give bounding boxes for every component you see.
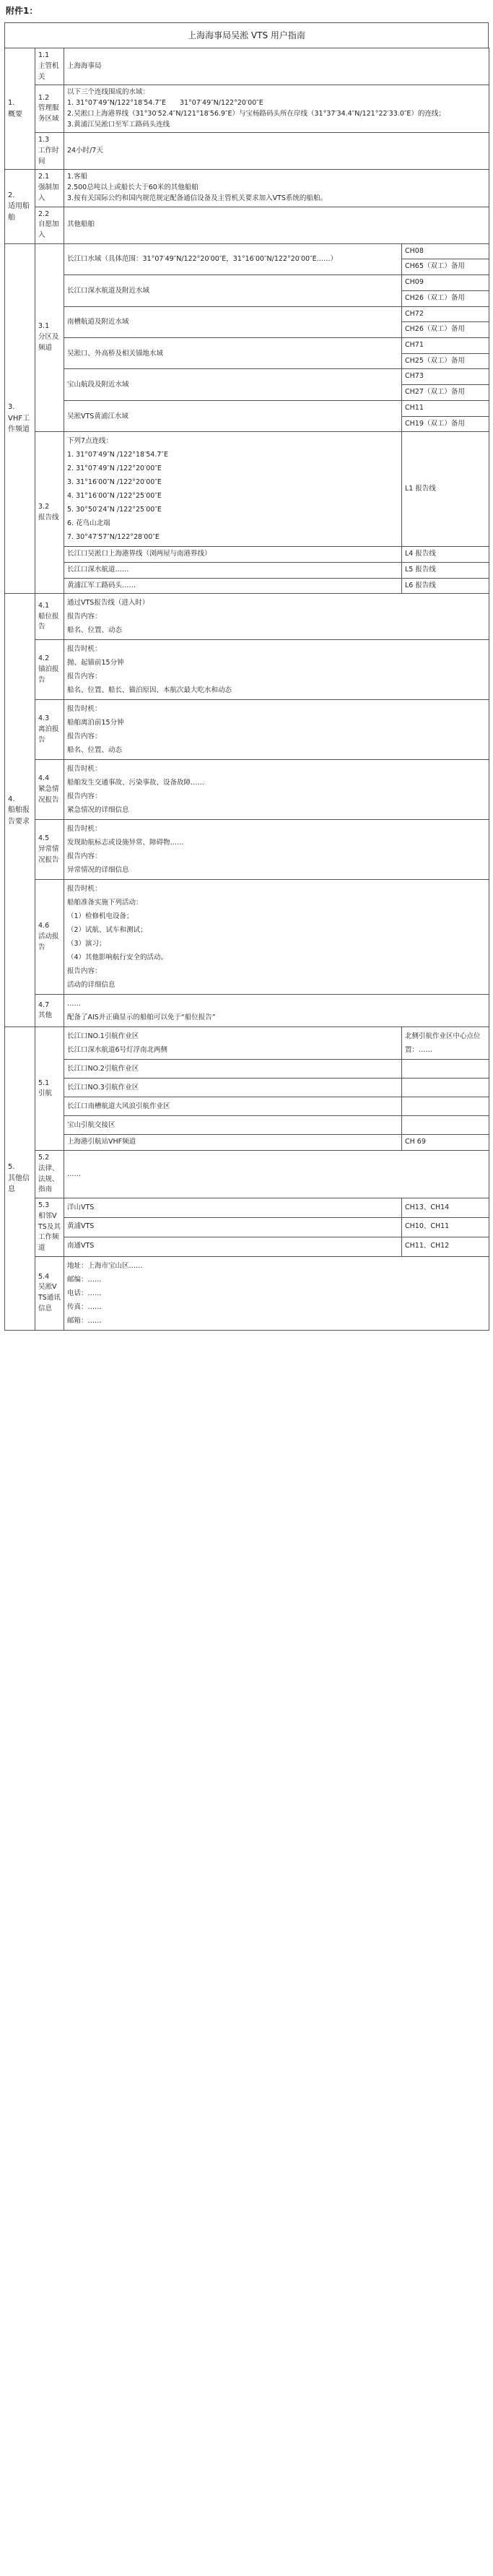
adjacent-vts-name: 南通VTS	[64, 1237, 402, 1256]
zone-channel: CH09	[402, 275, 489, 291]
guide-table	[4, 48, 489, 1330]
zone-channel: CH71	[402, 338, 489, 354]
zone-area: 宝山航段及附近水域	[64, 369, 402, 400]
section-3-title: 3. VHF工作频道	[5, 243, 35, 594]
l1-points: 下列7点连线： 1. 31°07′49″N /122°18′54.7″E 2. 31°07′49″N /122°20′00″E 3. 31°16′00″N /122°20′00″E 4. 31°16′00″N /122°25′00″E 5. 30°50′24″N /122°25′00″E 6. 花鸟山北端 7. 30°47′57″N/122°28′00″E	[64, 432, 402, 547]
table-row	[5, 880, 489, 995]
section-1-title: 1. 概要	[5, 48, 35, 170]
zone-channel: CH11	[402, 400, 489, 416]
table-row	[5, 1060, 489, 1079]
table-row	[5, 306, 489, 322]
zone-area: 南槽航道及附近水域	[64, 306, 402, 337]
zone-area: 吴淞VTS黄浦江水域	[64, 400, 402, 431]
table-row	[5, 1097, 489, 1116]
pilot-area: 长江口NO.1引航作业区 长江口深水航道6号灯浮南北两侧	[64, 1027, 402, 1060]
table-row	[5, 1116, 489, 1135]
table-row	[5, 547, 489, 563]
row-1-3-label: 1.3 工作时间	[35, 133, 64, 170]
adjacent-vts-name: 洋山VTS	[64, 1198, 402, 1218]
row-5-3-label: 5.3 相邻VTS及其工作频道	[35, 1198, 64, 1257]
row-5-4-label: 5.4 吴淞VTS通讯信息	[35, 1256, 64, 1330]
zone-channel: CH73	[402, 369, 489, 385]
table-row	[5, 995, 489, 1027]
row-3-2-label: 3.2 报告线	[35, 432, 64, 594]
row-5-4-content: 地址：上海市宝山区…… 邮编：…… 电话：…… 传真：…… 邮箱：……	[64, 1256, 489, 1330]
table-row	[5, 594, 489, 640]
row-2-2-label: 2.2 自愿加入	[35, 207, 64, 243]
zone-area: 吴淞口、外高桥及相关锚地水域	[64, 338, 402, 369]
zone-channel: CH19（双工）备用	[402, 416, 489, 432]
section-5-title: 5. 其他信息	[5, 1027, 35, 1330]
adjacent-vts-channel: CH11、CH12	[402, 1237, 489, 1256]
pilot-position	[402, 1097, 489, 1116]
zone-channel: CH26（双工）备用	[402, 322, 489, 338]
table-row	[5, 1027, 489, 1060]
zone-channel: CH27（双工）备用	[402, 385, 489, 401]
row-4-1-content: 通过VTS报告线（进入时） 报告内容： 船名、位置、动态	[64, 594, 489, 640]
row-5-2-label: 5.2 法律、法规、指南	[35, 1151, 64, 1198]
table-row	[5, 578, 489, 594]
l5-name: L5 报告线	[402, 563, 489, 579]
zone-channel: CH08	[402, 243, 489, 259]
table-row	[5, 1237, 489, 1256]
row-4-6-label: 4.6 活动报告	[35, 880, 64, 995]
table-row	[5, 760, 489, 820]
table-row	[5, 640, 489, 700]
table-row	[5, 1151, 489, 1198]
row-4-2-label: 4.2 锚泊报告	[35, 640, 64, 700]
zone-channel: CH25（双工）备用	[402, 353, 489, 369]
l5-text: 长江口深水航道……	[64, 563, 402, 579]
row-1-1-content: 上海海事局	[64, 48, 489, 85]
row-4-5-content: 报告时机： 发现助航标志或设施异常、障碍物…… 报告内容： 异常情况的详细信息	[64, 820, 489, 880]
table-row	[5, 369, 489, 385]
table-row	[5, 48, 489, 85]
row-2-2-content: 其他船舶	[64, 207, 489, 243]
table-row	[5, 820, 489, 880]
row-4-4-label: 4.4 紧急情况报告	[35, 760, 64, 820]
row-1-2-label: 1.2 管理服务区域	[35, 85, 64, 133]
adjacent-vts-channel: CH13、CH14	[402, 1198, 489, 1218]
l6-text: 黄浦江军工路码头……	[64, 578, 402, 594]
table-row	[5, 170, 489, 207]
l4-text: 长江口吴淞口上海港界线（浏两屋与南港界线）	[64, 547, 402, 563]
pilot-position: 北侧引航作业区中心点位置：……	[402, 1027, 489, 1060]
zone-channel: CH65（双工）备用	[402, 259, 489, 275]
row-4-6-content: 报告时机： 船舶准备实施下列活动： （1）检修机电设备； （2）试航、试车和测试； （3）演习； （4）其他影响航行安全的活动。 报告内容： 活动的详细信息	[64, 880, 489, 995]
doc-title: 上海海事局吴淞 VTS 用户指南	[4, 22, 489, 48]
table-row	[5, 563, 489, 579]
row-4-3-content: 报告时机： 船舶离泊前15分钟 报告内容： 船名、位置、动态	[64, 700, 489, 760]
row-4-3-label: 4.3 离泊报告	[35, 700, 64, 760]
section-4-title: 4. 船舶报告要求	[5, 594, 35, 1027]
section-2-title: 2. 适用船舶	[5, 170, 35, 243]
row-3-1-label: 3.1 分区及频道	[35, 243, 64, 432]
row-2-1-label: 2.1 强制加入	[35, 170, 64, 207]
table-row	[5, 85, 489, 133]
zone-channel: CH26（双工）备用	[402, 290, 489, 306]
table-row	[5, 1198, 489, 1218]
row-1-3-content: 24小时/7天	[64, 133, 489, 170]
zone-channel: CH72	[402, 306, 489, 322]
pilot-area: 宝山引航交接区	[64, 1116, 402, 1135]
row-4-4-content: 报告时机： 船舶发生交通事故、污染事故、设备故障…… 报告内容： 紧急情况的详细信息	[64, 760, 489, 820]
pilot-area: 长江口南槽航道大风浪引航作业区	[64, 1097, 402, 1116]
row-4-2-content: 报告时机： 抛、起锚前15分钟 报告内容： 船名、位置、船长、锚泊原因、本航次最大吃水和动态	[64, 640, 489, 700]
table-row	[5, 133, 489, 170]
row-2-1-content: 1.客船 2.500总吨以上或船长大于60米的其他船舶 3.按有关国际公约和国内规范规定配备通信设备及主管机关要求加入VTS系统的船舶。	[64, 170, 489, 207]
l1-name: L1 报告线	[402, 432, 489, 547]
zone-area: 长江口水域（具体范围：31°07′49″N/122°20′00″E，31°16′00″N/122°20′00″E……）	[64, 243, 402, 275]
pilot-position	[402, 1060, 489, 1079]
table-row	[5, 275, 489, 291]
pilot-area: 长江口NO.2引航作业区	[64, 1060, 402, 1079]
row-1-1-label: 1.1 主管机关	[35, 48, 64, 85]
table-row	[5, 1135, 489, 1151]
l6-name: L6 报告线	[402, 578, 489, 594]
table-row	[5, 338, 489, 354]
pilot-vhf: CH 69	[402, 1135, 489, 1151]
table-row	[5, 207, 489, 243]
table-row	[5, 243, 489, 259]
zone-area: 长江口深水航道及附近水域	[64, 275, 402, 306]
row-1-2-content: 以下三个连线围成的水域： 1. 31°07′49″N/122°18′54.7″E 31°07′49″N/122°20′00″E 2.吴淞口上海港界线（31°30′52.4″N/121°18′56.9″E）与宝杨路码头所在岸线（31°37′34.4″N/121°22′33.0″E）的连线； 3.黄浦江吴淞口至军工路码头连线	[64, 85, 489, 133]
table-row	[5, 1217, 489, 1237]
table-row	[5, 1079, 489, 1097]
adjacent-vts-name: 黄浦VTS	[64, 1217, 402, 1237]
adjacent-vts-channel: CH10、CH11	[402, 1217, 489, 1237]
row-4-1-label: 4.1 船位报告	[35, 594, 64, 640]
table-row	[5, 400, 489, 416]
table-row	[5, 1256, 489, 1330]
row-4-7-label: 4.7 其他	[35, 995, 64, 1027]
row-5-1-label: 5.1 引航	[35, 1027, 64, 1151]
pilot-area: 上海港引航站VHF频道	[64, 1135, 402, 1151]
l4-name: L4 报告线	[402, 547, 489, 563]
row-5-2-content: ……	[64, 1151, 489, 1198]
row-4-7-content: …… 配备了AIS并正确显示的船舶可以免于“船位报告”	[64, 995, 489, 1027]
pilot-area: 长江口NO.3引航作业区	[64, 1079, 402, 1097]
row-4-5-label: 4.5 异常情况报告	[35, 820, 64, 880]
attachment-label: 附件1：	[6, 6, 38, 16]
pilot-position	[402, 1079, 489, 1097]
table-row	[5, 700, 489, 760]
pilot-position	[402, 1116, 489, 1135]
